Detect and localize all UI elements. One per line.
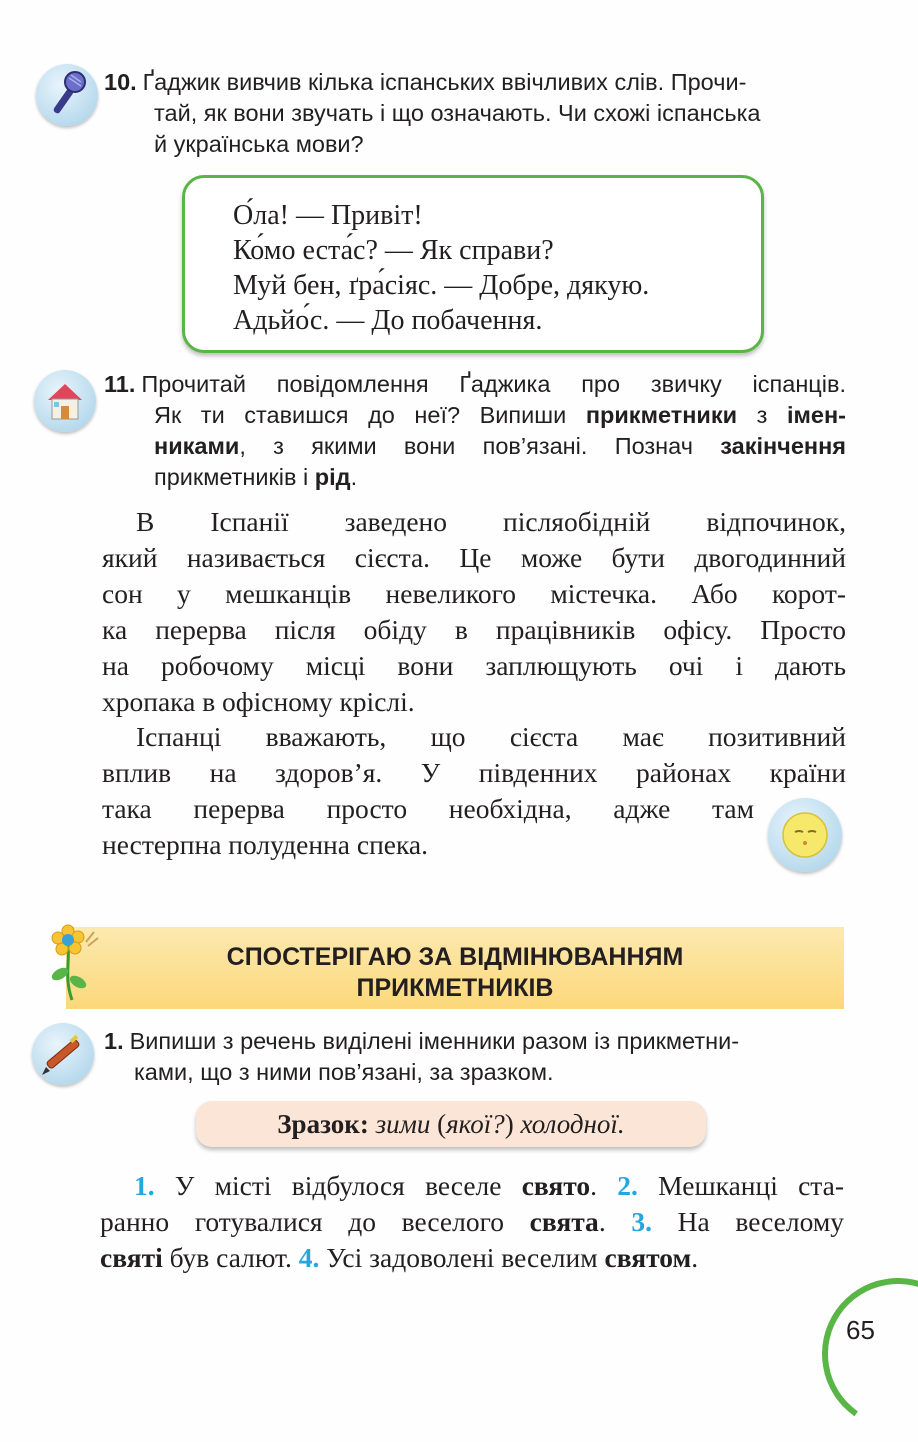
sentence-text: . [691,1242,699,1273]
sample-label: Зразок: [277,1109,369,1139]
sentence-number: 4. [298,1242,320,1273]
sample-bracket: ) [504,1109,514,1139]
task-11-text [104,369,846,493]
sample-word: зими [375,1109,431,1139]
text-line: на робочому місці вони заплющують очі і дають [102,650,846,681]
phrase-line: О́ла! — Привіт! [233,200,423,231]
highlighted-noun: свята [529,1206,599,1237]
sleepy-face-icon [768,798,842,872]
task-line: Прочитай повідомлення Ґаджика про звичку іспанців. [141,371,846,397]
sentence-text: був салют. [162,1242,299,1273]
highlighted-noun: святі [100,1242,163,1273]
sample-word: холодної. [520,1109,625,1139]
phrase-line: Адьйо́с. — До побачення. [233,305,543,336]
sentence-text: Мешканці ста- [637,1170,845,1201]
sentence-text: У місті відбулося веселе [154,1170,522,1201]
highlighted-noun: свято [521,1170,591,1201]
siesta-paragraph-2 [102,719,846,863]
task-line: й українська мови? [154,131,364,157]
text-line: Іспанці вважають, що сієста має позитивний [136,721,846,752]
sentence-text: На веселому [652,1206,844,1237]
task-number: 11. [104,371,136,397]
exercise-sentences: 1. У місті відбулося веселе свято. 2. Мешканці ста- ранно готувалися до веселого свята. 3. На веселому святі був салют. 4. Усі задоволені веселим святом. [100,1170,845,1273]
keyword: імен- [786,402,846,428]
section-title-line: СПОСТЕРІГАЮ ЗА ВІДМІНЮВАННЯМ [226,943,684,971]
task-text-fragment: прикметників і [154,464,315,490]
highlighted-noun: святом [604,1242,692,1273]
task-text-fragment: Як ти ставишся до неї? Випиши [154,402,586,428]
sample-box [196,1101,706,1147]
section-banner [66,927,844,1009]
house-icon [34,370,96,432]
phrase-line: Ко́мо еста́с? — Як справи? [233,235,554,266]
sentence-text: ранно готувалися до веселого [100,1206,530,1237]
text-line: така перерва просто необхідна, адже там [102,793,754,824]
page-corner-arc [810,1266,918,1442]
keyword: рід [314,464,351,490]
keyword: закінчення [720,433,846,459]
task-line: ками, що з ними пов’язані, за зразком. [134,1059,554,1085]
task-number: 1. [104,1028,124,1054]
text-line: В Іспанії заведено післяобідній відпочинок, [136,506,846,537]
text-line: сон у мешканців невеликого містечка. Або корот- [102,578,846,609]
text-line: який називається сієста. Це може бути двогодинний [102,542,846,573]
text-line: вплив на здоров’я. У південних районах країни [102,757,846,788]
task-line: тай, як вони звучать і що означають. Чи схожі іспанська [154,100,761,126]
phrases-box [182,175,764,353]
text-line: хропака в офісному кріслі. [102,686,415,717]
task-line: Випиши з речень виділені іменники разом із прикметни- [129,1028,740,1054]
keyword: прикметники [585,402,738,428]
sample-bracket: ( [437,1109,447,1139]
sentence-text: Усі задоволені веселим [319,1242,605,1273]
task-10-text [104,67,846,160]
keyword: никами [154,433,240,459]
microphone-icon [36,64,98,126]
flower-icon [44,922,100,1002]
text-line: нестерпна полуденна спека. [102,829,429,860]
page-number: 65 [846,1315,875,1345]
task-number: 10. [104,69,137,95]
task-text-fragment: . [350,464,358,490]
siesta-paragraph-1 [102,504,846,720]
task-1-text [104,1026,846,1088]
task-text-fragment: з [737,402,787,428]
sample-question: якої? [446,1109,505,1139]
sentence-number: 3. [631,1206,652,1237]
phrase-line: Муй бен, ґра́сіяс. — Добре, дякую. [233,270,650,301]
pen-icon [32,1023,94,1085]
section-title-line: ПРИКМЕТНИКІВ [356,974,554,1002]
sentence-number: 2. [617,1170,638,1201]
sentence-text: . [598,1206,632,1237]
text-line: ка перерва після обіду в працівників офісу. Просто [102,614,846,645]
sentence-number: 1. [134,1170,155,1201]
task-text-fragment: , з якими вони пов’язані. Познач [239,433,721,459]
task-line: Ґаджик вивчив кілька іспанських ввічливих слів. Прочи- [142,69,747,95]
